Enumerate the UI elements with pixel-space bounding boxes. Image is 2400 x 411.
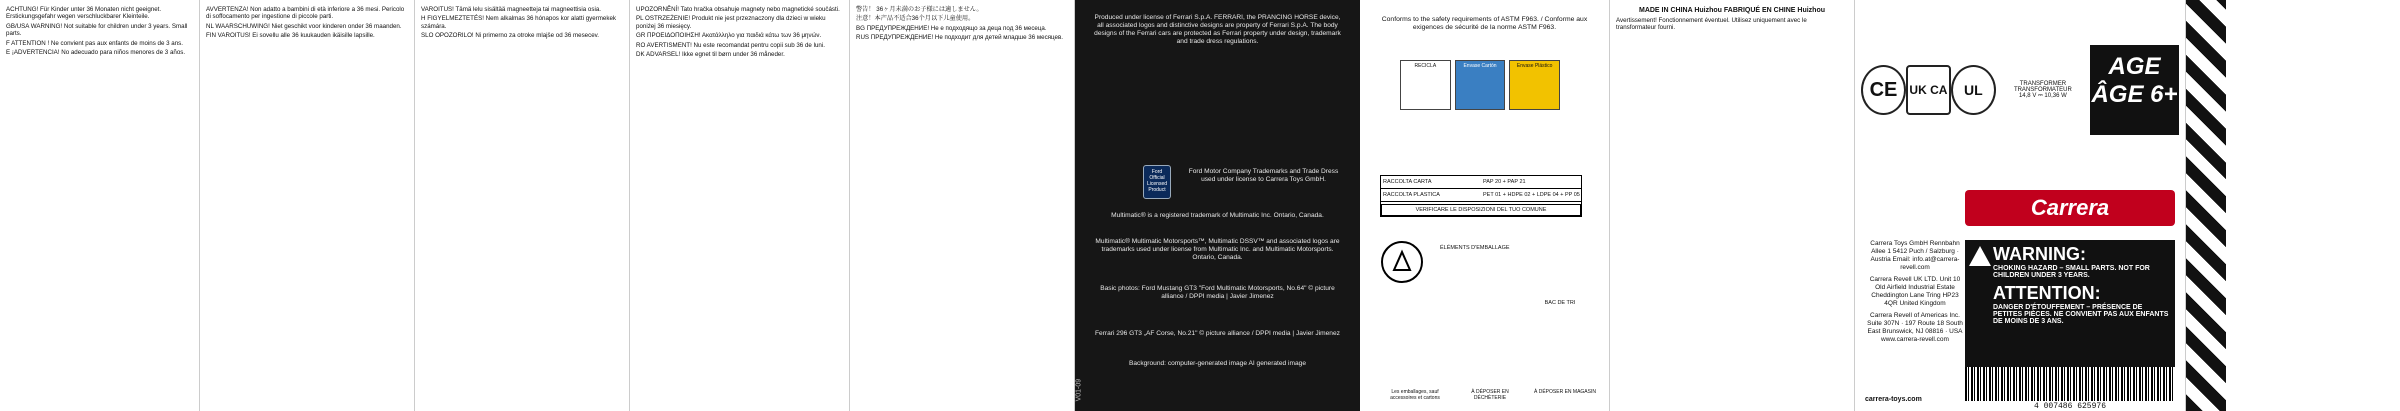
version-label: V01-09 — [1075, 378, 1083, 401]
recycle-label: RECICLA — [1400, 60, 1451, 110]
warning-paragraph: DK ADVARSEL! Ikke egnet til børn under 36 måneder. — [636, 51, 785, 59]
warning-paragraph: GR ΠΡΟΕΙΔΟΠΟΙΗΣΗ! Ακατάλληλο για παιδιά κάτω των 36 μηνών. — [636, 32, 822, 40]
warning-paragraph: AVVERTENZA! Non adatto a bambini di età inferiore a 36 mesi. Pericolo di soffocamento per ingestione di piccole parti. — [206, 6, 405, 21]
transformer-spec: 14,8 V ⎓ 10,36 W — [2018, 92, 2067, 99]
address-at: Carrera Toys GmbH Rennbahn Allee 1 5412 Puch / Salzburg · Austria Email: info.at@carrera-revell.com — [1870, 240, 1960, 271]
photo-credits: Basic photos: Ford Mustang GT3 "Ford Multimatic Motorsports, No.64" © picture alliance / DPPI media | Javier Jimenez — [1100, 285, 1335, 300]
packaging-table — [1380, 175, 1582, 217]
choking-hazard-warning — [1965, 240, 2175, 370]
bin-label: À DÉPOSER EN MAGASIN — [1534, 389, 1596, 395]
warning-title: WARNING: — [1993, 244, 2086, 264]
warning-text-it — [200, 0, 415, 411]
ukca-mark-icon: UK CA — [1906, 65, 1951, 115]
warning-text-asia — [850, 0, 1075, 411]
carrera-logo: Carrera — [1965, 190, 2175, 226]
bin-labels — [1380, 389, 1600, 401]
multimatic-text-2: Multimatic® Multimatic Motorsports™, Multimatic DSSV™ and associated logos are trademarks used under license from Multimatic Inc. and Multimatic Motorsports. Ontario, Canada. — [1095, 238, 1340, 261]
barcode — [1965, 367, 2175, 401]
french-note: Avertissement! Fonctionnement éventuel. Utilisez uniquement avec le transformateur fourni. — [1616, 17, 1807, 32]
multimatic-text: Multimatic® is a registered trademark of Multimatic Inc. Ontario, Canada. — [1111, 212, 1324, 219]
transformer-info — [1996, 81, 2090, 100]
warning-paragraph: FIN VAROITUS! Ei sovellu alle 36 kuukauden ikäisille lapsille. — [206, 32, 375, 40]
warning-paragraph: H FIGYELMEZTETÉS! Nem alkalmas 36 hónapos kor alatti gyermekek számára. — [421, 15, 616, 30]
hazard-stripes — [2186, 0, 2226, 411]
carrera-block — [1855, 150, 2185, 411]
warning-text-pl — [630, 0, 850, 411]
bac-tri-label: BAC DE TRI — [1544, 300, 1576, 306]
address-uk: Carrera Revell UK LTD. Unit 10 Old Airfield Industrial Estate Cheddington Lane Tring HP23 4QR United Kingdom — [1869, 276, 1961, 307]
warning-paragraph: 注意！本产品不适合36个月以下儿童使用。 — [856, 15, 975, 23]
ford-badge-icon: Ford Official Licensed Product — [1143, 165, 1171, 199]
license-panel — [1075, 0, 1360, 411]
warning-triangle-icon — [1969, 246, 1991, 266]
warning-subtext: CHOKING HAZARD – SMALL PARTS. NOT FOR CHILDREN UNDER 3 YEARS. — [1993, 265, 2150, 279]
company-addresses — [1865, 240, 1965, 344]
brand-panel — [1855, 0, 2186, 411]
warning-paragraph: NL WAARSCHUWING! Niet geschikt voor kinderen onder 36 maanden. — [206, 22, 402, 30]
warning-paragraph: VAROITUS! Tämä lelu sisältää magneetteja tai magneettisia osia. — [421, 6, 601, 13]
warning-paragraph: GB/USA WARNING! Not suitable for children under 3 years. Small parts. — [6, 22, 188, 38]
bin-label: À DÉPOSER EN DÉCHÈTERIE — [1471, 389, 1509, 401]
address-us: Carrera Revell of Americas Inc. Suite 307N · 197 Route 18 South East Brunswick, NJ 08816 · USA www.carrera-revell.com — [1867, 312, 1963, 343]
warning-paragraph: UPOZORNĚNÍ! Tato hračka obsahuje magnety nebo magnetické součásti. — [636, 6, 840, 13]
ul-mark-icon: UL — [1951, 65, 1996, 115]
ferrari-photo-credit: Ferrari 296 GT3 „AF Corse, No.21" © picture alliance / DPPI media | Javier Jimenez — [1095, 330, 1340, 337]
warning-paragraph: E ¡ADVERTENCIA! No adecuado para niños menores de 3 años. — [6, 49, 186, 57]
transformer-label: TRANSFORMER TRANSFORMATEUR — [2013, 80, 2072, 93]
age-badge: AGE ÂGE 6+ — [2090, 45, 2179, 135]
warning-paragraph: PL OSTRZEŻENIE! Produkt nie jest przeznaczony dla dzieci w wieku poniżej 36 miesięcy. — [636, 15, 826, 30]
warning-paragraph: RO AVERTISMENT! Nu este recomandat pentru copii sub 36 de luni. — [636, 41, 825, 49]
table-note: VERIFICARE LE DISPOSIZIONI DEL TUO COMUNE — [1381, 204, 1581, 216]
triman-label: ÉLÉMENTS D'EMBALLAGE — [1440, 245, 1510, 251]
website-link: carrera-toys.com — [1865, 396, 1922, 403]
astm-conformity-text: Conforms to the safety requirements of ASTM F963. / Conforme aux exigences de sécurité de la norme ASTM F963. — [1381, 16, 1588, 32]
warning-text-fi — [415, 0, 630, 411]
table-row: RACCOLTA CARTA PAP 20 + PAP 21 — [1381, 176, 1581, 189]
ce-mark-icon: CE — [1861, 65, 1906, 115]
made-in-text: MADE IN CHINA Huizhou FABRIQUÉ EN CHINE Huizhou — [1638, 7, 1825, 14]
warning-paragraph: 警告！ 36ヶ月未満のお子様には適しません。 — [856, 6, 983, 13]
recycle-label-plastic: Envase Plástico — [1509, 60, 1560, 110]
triman-icon — [1380, 240, 1424, 284]
warning-paragraph: RUS ПРЕДУПРЕЖДЕНИЕ! Не подходит для детей младше 36 месяцев. — [856, 34, 1063, 42]
attention-subtext: DANGER D'ÉTOUFFEMENT – PRÉSENCE DE PETITES PIÈCES. NE CONVIENT PAS AUX ENFANTS DE MOINS DE 3 ANS. — [1993, 304, 2169, 325]
warning-paragraph: F ATTENTION ! Ne convient pas aux enfants de moins de 3 ans. — [6, 39, 183, 47]
background-credit: Background: computer-generated image AI generated image — [1128, 360, 1307, 367]
ford-license-text: Ford Motor Company Trademarks and Trade Dress used under license to Carrera Toys GmbH. — [1188, 168, 1339, 183]
madein-panel — [1610, 0, 1855, 411]
warning-text-de — [0, 0, 200, 411]
recycling-panel — [1360, 0, 1610, 411]
ferrari-license-text: Produced under license of Ferrari S.p.A. FERRARI, the PRANCING HORSE device, all associated logos and distinctive designs are property of Ferrari S.p.A. The body designs of the Ferrari cars are protected as Ferrari property under design, trademark and trade dress regulations. — [1094, 14, 1341, 45]
warning-paragraph: BG ПРЕДУПРЕЖДЕНИЕ! Не е подходящо за деца под 36 месеца. — [856, 24, 1047, 32]
attention-title: ATTENTION: — [1993, 283, 2101, 303]
warning-paragraph: SLO OPOZORILO! Ni primerno za otroke mlajše od 36 mesecev. — [421, 32, 600, 40]
recycle-label-cardboard: Envase Cartón — [1455, 60, 1506, 110]
bin-label: Les emballages, sauf accessoires et cartons — [1390, 389, 1440, 401]
recycling-labels — [1400, 60, 1560, 110]
barcode-number: 4 007486 625976 — [1965, 402, 2175, 411]
warning-paragraph: ACHTUNG! Für Kinder unter 36 Monaten nicht geeignet. Erstickungsgefahr wegen verschluckbarer Kleinteile. — [6, 6, 162, 21]
table-row: RACCOLTA PLASTICA PET 01 + HDPE 02 + LDPE 04 + PP 05 — [1381, 189, 1581, 202]
